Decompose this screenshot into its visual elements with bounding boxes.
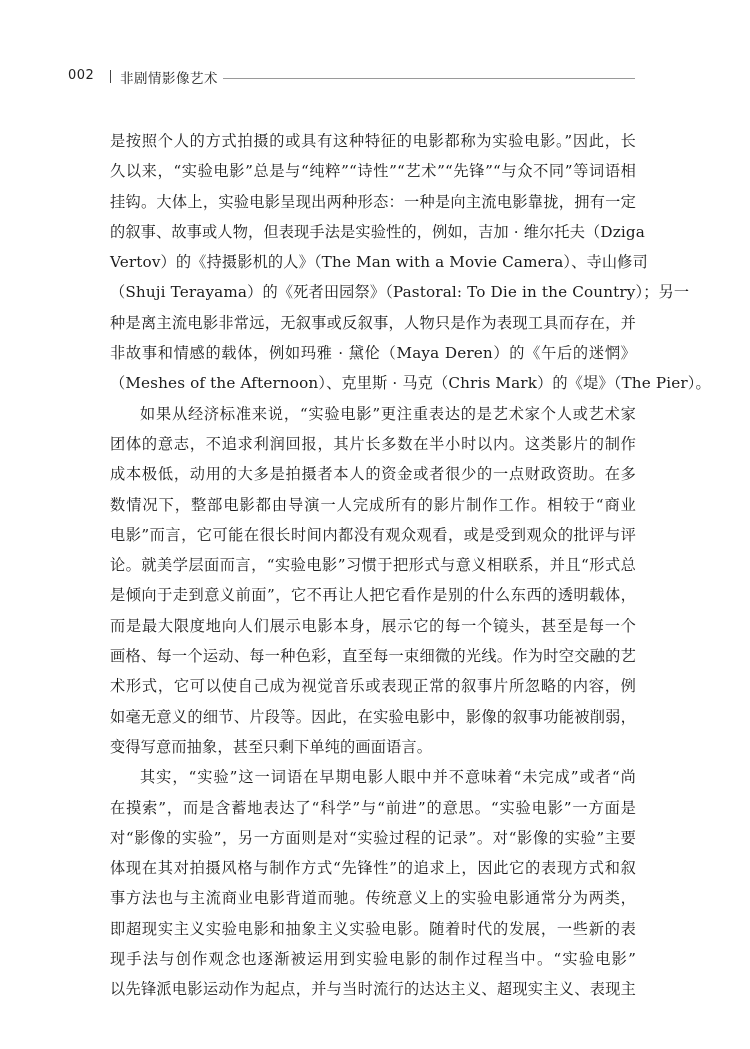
text-line: 如果从经济标准来说，“实验电影”更注重表达的是艺术家个人或艺术家 (140, 404, 636, 423)
text-line: 其实，“实验”这一词语在早期电影人眼中并不意味着“未完成”或者“尚 (140, 768, 636, 787)
body-text (110, 126, 711, 1005)
header-rule (223, 78, 635, 79)
text-line: 论。就美学层面而言，“实验电影”习惯于把形式与意义相联系，并且“形式总 (110, 556, 636, 575)
text-line: 术形式，它可以使自己成为视觉音乐或表现正常的叙事片所忽略的内容，例 (110, 677, 636, 696)
text-line: 现手法与创作观念也逐渐被运用到实验电影的制作过程当中。“实验电影” (110, 950, 636, 969)
paragraph (110, 126, 711, 399)
text-line: 非故事和情感的载体，例如玛雅 · 黛伦（Maya Deren）的《午后的迷惘》 (110, 344, 636, 363)
text-line: 的叙事、故事或人物，但表现手法是实验性的，例如，吉加 · 维尔托夫（Dziga (110, 222, 645, 241)
text-line: （Meshes of the Afternoon）、克里斯 · 马克（Chris Mark）的《堤》（The Pier）。 (110, 374, 711, 393)
text-line: 是倾向于走到意义前面”，它不再让人把它看作是别的什么东西的透明载体， (110, 586, 636, 605)
page-number: 002 (68, 68, 95, 83)
text-line: 在摸索”，而是含蓄地表达了“科学”与“前进”的意思。“实验电影”一方面是 (110, 798, 636, 817)
text-line: 电影”而言，它可能在很长时间内都没有观众观看，或是受到观众的批评与评 (110, 525, 636, 544)
text-line: 团体的意志，不追求利润回报，其片长多数在半小时以内。这类影片的制作 (110, 434, 636, 453)
text-line: 画格、每一个运动、每一种色彩，直至每一束细微的光线。作为时空交融的艺 (110, 647, 636, 666)
text-line: 即超现实主义实验电影和抽象主义实验电影。随着时代的发展，一些新的表 (110, 919, 636, 938)
book-title: 非剧情影像艺术 (120, 71, 218, 87)
text-line: 以先锋派电影运动作为起点，并与当时流行的达达主义、超现实主义、表现主 (110, 980, 636, 999)
text-line: 如毫无意义的细节、片段等。因此，在实验电影中，影像的叙事功能被削弱， (110, 707, 636, 726)
text-line: 数情况下，整部电影都由导演一人完成所有的影片制作工作。相较于“商业 (110, 495, 636, 514)
paragraph (110, 762, 636, 1004)
text-line: Vertov）的《持摄影机的人》（The Man with a Movie Camera）、寺山修司 (110, 253, 648, 272)
text-line: 种是离主流电影非常远，无叙事或反叙事，人物只是作为表现工具而存在，并 (110, 313, 636, 332)
paragraph (110, 399, 636, 763)
text-line: 挂钩。大体上，实验电影呈现出两种形态：一种是向主流电影靠拢，拥有一定 (110, 192, 636, 211)
text-line: 对“影像的实验”，另一方面则是对“实验过程的记录”。对“影像的实验”主要 (110, 828, 636, 847)
text-line: （Shuji Terayama）的《死者田园祭》（Pastoral: To Die in the Country）；另一 (110, 283, 690, 302)
text-line: 成本极低，动用的大多是拍摄者本人的资金或者很少的一点财政资助。在多 (110, 465, 636, 484)
running-header (68, 66, 635, 90)
text-line: 而是最大限度地向人们展示电影本身，展示它的每一个镜头，甚至是每一个 (110, 616, 636, 635)
text-line: 事方法也与主流商业电影背道而驰。传统意义上的实验电影通常分为两类， (110, 889, 636, 908)
text-line: 久以来，“实验电影”总是与“纯粹”“诗性”“艺术”“先锋”“与众不同”等词语相 (110, 162, 636, 181)
header-separator (106, 69, 115, 84)
text-line: 变得写意而抽象，甚至只剩下单纯的画面语言。 (110, 737, 433, 756)
text-line: 体现在其对拍摄风格与制作方式“先锋性”的追求上，因此它的表现方式和叙 (110, 859, 636, 878)
text-line: 是按照个人的方式拍摄的或具有这种特征的电影都称为实验电影。”因此，长 (110, 132, 636, 150)
